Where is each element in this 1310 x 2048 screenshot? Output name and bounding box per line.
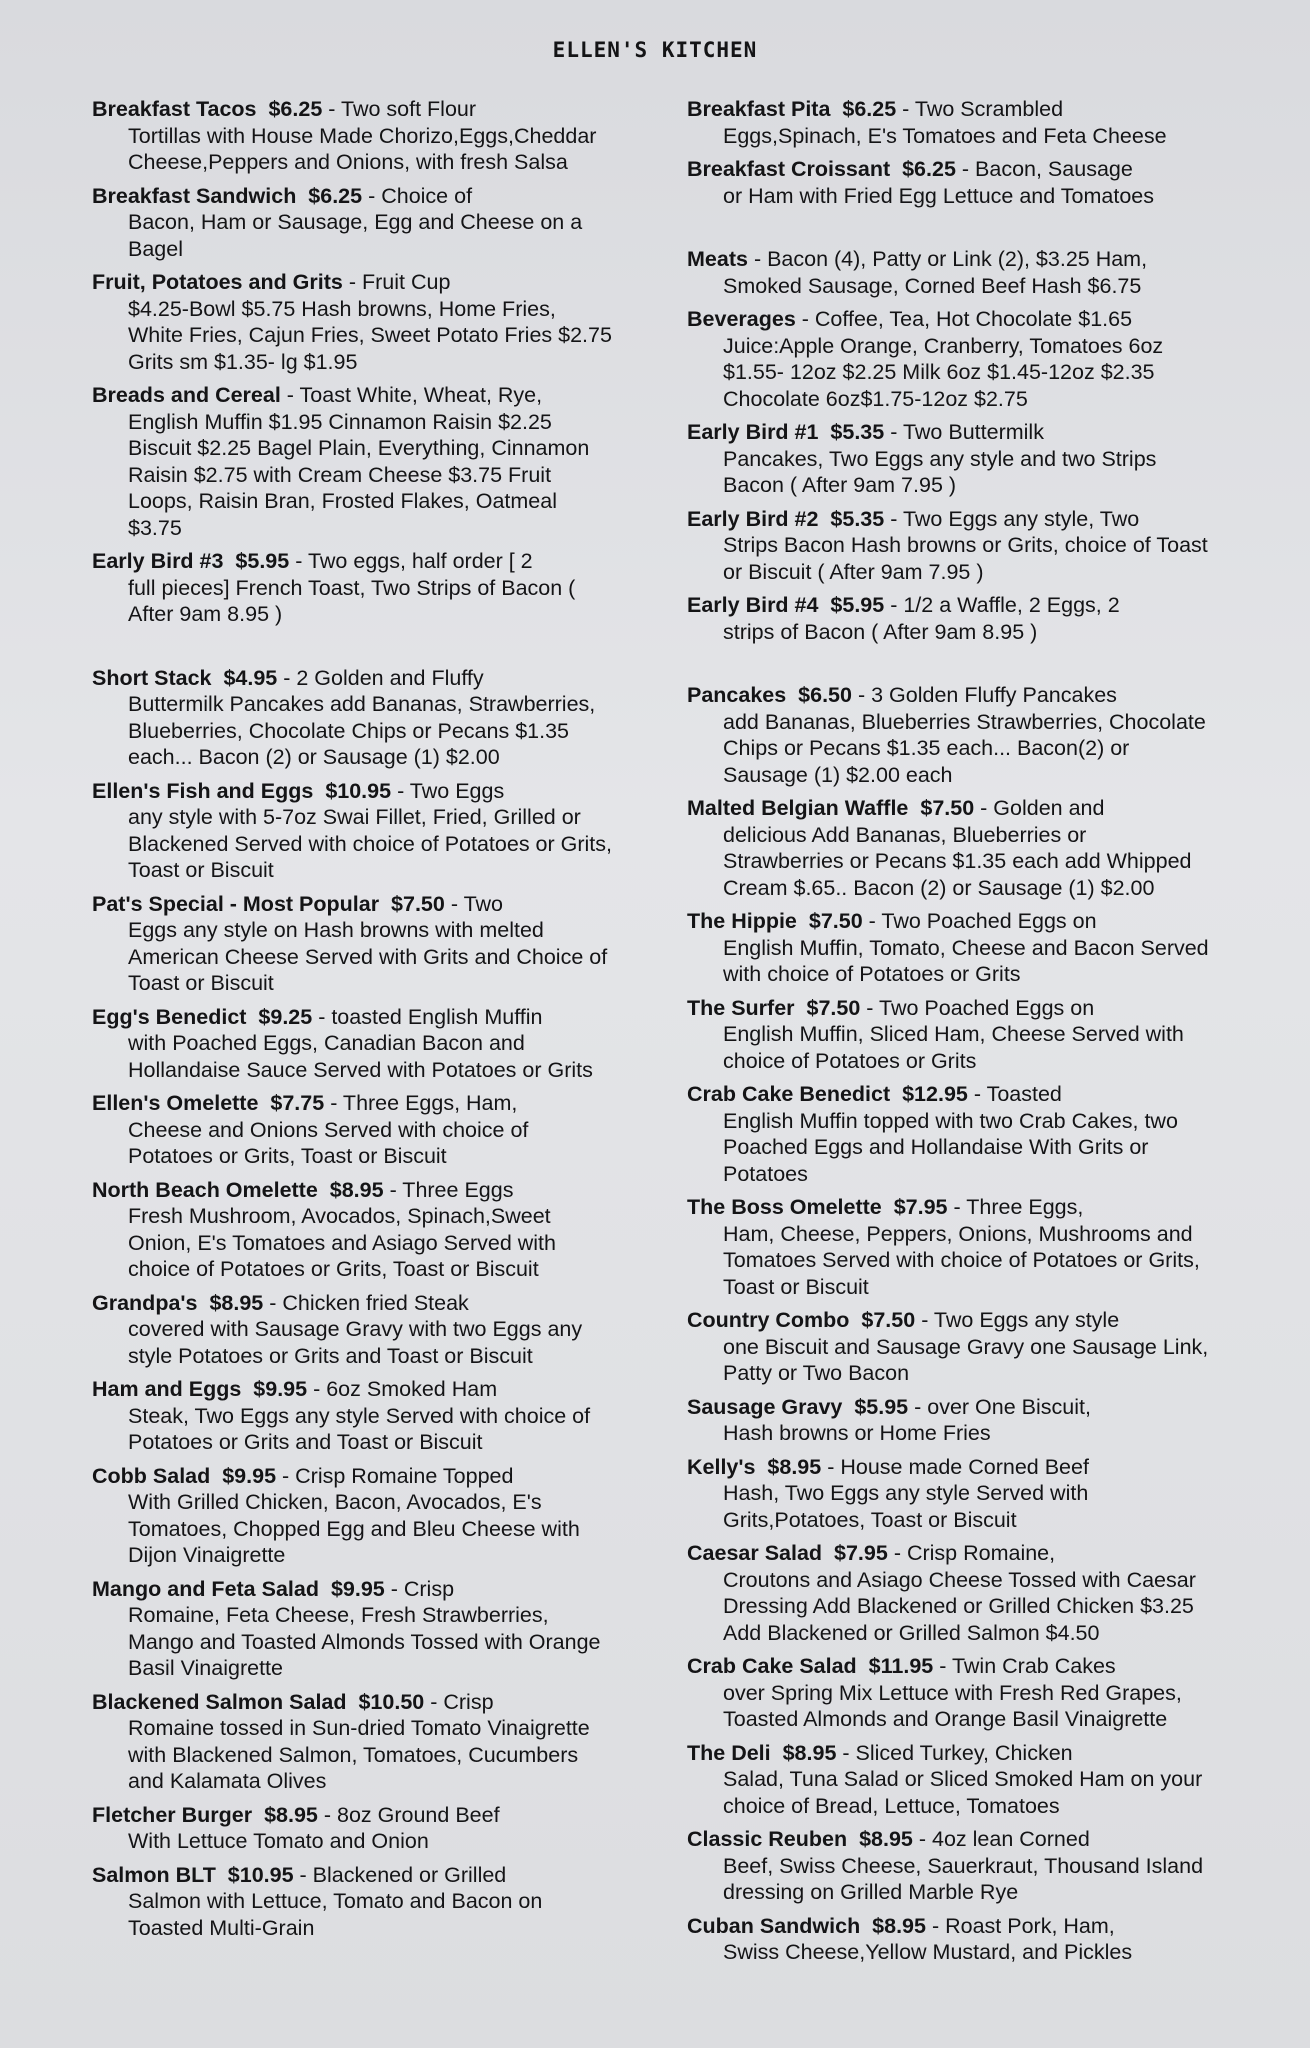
menu-item-description-start: - Fruit Cup	[348, 270, 451, 294]
menu-item-description-start: - Three Eggs,	[953, 1195, 1084, 1219]
menu-item-description: Romaine, Feta Cheese, Fresh Strawberries, Mango and Toasted Almonds Tossed with Orange Basil Vinaigrette	[128, 1603, 601, 1680]
menu-item-description: English Muffin $1.95 Cinnamon Raisin $2.25 Biscuit $2.25 Bagel Plain, Everything, Cinnamon Raisin $2.75 with Cream Cheese $3.75 Fruit Loops, Raisin Bran, Frosted Flakes, Oatmeal $3.75	[128, 409, 590, 540]
menu-item-name: Ham and Eggs	[92, 1377, 242, 1401]
menu-item-description-start: - Sliced Turkey, Chicken	[842, 1740, 1073, 1765]
menu-item-description: add Bananas, Blueberries Strawberries, Chocolate Chips or Pecans $1.35 each... Bacon(2) or Sausage (1) $2.00 each	[723, 709, 1206, 787]
page-title: ELLEN'S KITCHEN	[552, 38, 758, 62]
menu-item	[687, 1307, 1212, 1387]
menu-item	[92, 382, 612, 541]
menu-item-description: or Ham with Fried Egg Lettuce and Tomatoes	[723, 183, 1155, 208]
menu-item-price: $10.95	[325, 778, 392, 803]
menu-item-description: Cheese and Onions Served with choice of Potatoes or Grits, Toast or Biscuit	[128, 1117, 529, 1168]
menu-item-name: Malted Belgian Waffle	[687, 796, 909, 820]
menu-item-name: Fletcher Burger	[92, 1802, 253, 1827]
menu-item-price: $9.95	[330, 1576, 385, 1601]
menu-item-description: Beef, Swiss Cheese, Sauerkraut, Thousand Island dressing on Grilled Marble Rye	[723, 1853, 1204, 1904]
menu-item-name: Pancakes	[687, 683, 787, 707]
menu-item-price: $5.95	[235, 549, 290, 573]
menu-item-description-start: - 6oz Smoked Ham	[313, 1377, 498, 1401]
menu-item-description-start: - Three Eggs	[389, 1177, 514, 1202]
menu-item-price: $6.50	[798, 683, 852, 707]
menu-item-description-start: - 8oz Ground Beef	[323, 1802, 500, 1827]
menu-column-right	[687, 96, 1212, 1973]
menu-item-name: Mango and Feta Salad	[92, 1576, 319, 1601]
menu-item	[687, 156, 1212, 209]
menu-item-description: strips of Bacon ( After 9am 8.95 )	[723, 619, 1038, 644]
menu-item-price: $7.50	[806, 995, 861, 1020]
menu-item-description: Eggs any style on Hash browns with melted American Cheese Served with Grits and Choice of Toast or Biscuit	[128, 918, 608, 995]
menu-item-name: Crab Cake Salad	[687, 1654, 857, 1678]
menu-item-description-start: - Two Eggs any style	[921, 1308, 1120, 1332]
menu-item-description: With Lettuce Tomato and Onion	[128, 1829, 429, 1853]
menu-item-description: one Biscuit and Sausage Gravy one Sausage Link, Patty or Two Bacon	[723, 1334, 1209, 1385]
menu-item-price: $7.95	[834, 1541, 888, 1565]
menu-item	[92, 548, 612, 628]
menu-item	[687, 1394, 1212, 1447]
menu-item-price: $8.95	[767, 1454, 822, 1479]
menu-item-name: Cobb Salad	[92, 1463, 211, 1488]
menu-item-name: Crab Cake Benedict	[687, 1082, 891, 1106]
menu-item	[92, 1802, 612, 1855]
menu-item-description-start: - Two eggs, half order [ 2	[295, 549, 533, 573]
menu-item	[92, 665, 612, 771]
menu-item-price: $8.95	[209, 1290, 264, 1315]
menu-item-description-start: - over One Biscuit,	[914, 1394, 1091, 1419]
menu-item-description-start: - Two	[450, 891, 504, 916]
menu-item-price: $7.95	[893, 1195, 948, 1219]
menu-item-description: English Muffin topped with two Crab Cakes, two Poached Eggs and Hollandaise With Grits or Potatoes	[723, 1108, 1178, 1186]
menu-item-description: over Spring Mix Lettuce with Fresh Red Grapes, Toasted Almonds and Orange Basil Vinaigrette	[723, 1680, 1182, 1731]
menu-item	[687, 1913, 1212, 1966]
section-gap	[687, 216, 1212, 246]
menu-column-left	[92, 96, 612, 1948]
menu-item	[92, 1576, 612, 1682]
menu-item-price: $10.50	[358, 1689, 425, 1714]
menu-item-description: Tortillas with House Made Chorizo,Eggs,Cheddar Cheese,Peppers and Onions, with fresh Salsa	[128, 123, 597, 174]
menu-item-price: $5.35	[830, 506, 885, 531]
menu-item	[687, 246, 1212, 299]
menu-item	[687, 306, 1212, 412]
menu-item-description: with Poached Eggs, Canadian Bacon and Hollandaise Sauce Served with Potatoes or Grits	[128, 1031, 593, 1082]
menu-item-description: English Muffin, Sliced Ham, Cheese Served with choice of Potatoes or Grits	[723, 1022, 1184, 1073]
menu-item-price: $7.50	[920, 796, 975, 820]
menu-item-name: Kelly's	[687, 1454, 756, 1479]
menu-item-name: The Surfer	[687, 995, 795, 1020]
menu-item-description-start: - Twin Crab Cakes	[939, 1654, 1116, 1678]
menu-item-description: Salmon with Lettuce, Tomato and Bacon on Toasted Multi-Grain	[128, 1889, 543, 1940]
menu-item	[687, 682, 1212, 788]
menu-item-name: Classic Reuben	[687, 1827, 848, 1851]
menu-item-description: any style with 5-7oz Swai Fillet, Fried, Grilled or Blackened Served with choice of Potatoes or Grits, Toast or Biscuit	[128, 805, 612, 882]
menu-item-description: delicious Add Bananas, Blueberries or Strawberries or Pecans $1.35 each add Whipped Cream $.65.. Bacon (2) or Sausage (1) $2.00	[723, 822, 1192, 900]
menu-item-price: $5.95	[854, 1394, 909, 1419]
menu-item-name: Blackened Salmon Salad	[92, 1689, 347, 1714]
menu-item-name: The Boss Omelette	[687, 1195, 882, 1219]
menu-item	[687, 1081, 1212, 1187]
menu-item-description-start: - Roast Pork, Ham,	[931, 1913, 1115, 1938]
menu-item-name: Ellen's Fish and Eggs	[92, 778, 314, 803]
menu-item-price: $6.25	[902, 157, 956, 181]
menu-item	[687, 1454, 1212, 1534]
menu-item-description-start: - 4oz lean Corned	[918, 1827, 1090, 1851]
menu-item-name: Pat's Special - Most Popular	[92, 891, 380, 916]
menu-item-name: Early Bird #4	[687, 593, 819, 617]
menu-item	[92, 269, 612, 375]
menu-item-price: $6.25	[842, 97, 897, 121]
menu-item-description-start: - Golden and	[980, 796, 1105, 820]
section-gap	[92, 635, 612, 665]
menu-item-description-start: - House made Corned Beef	[827, 1454, 1089, 1479]
menu-item-name: Egg's Benedict	[92, 1004, 247, 1029]
menu-item	[687, 1653, 1212, 1733]
menu-item-name: Short Stack	[92, 665, 212, 690]
menu-item-name: Country Combo	[687, 1308, 850, 1332]
menu-item-description-start: - 2 Golden and Fluffy	[283, 665, 484, 690]
menu-item-price: $7.50	[391, 891, 445, 916]
menu-item	[687, 592, 1212, 645]
menu-item-price: $8.95	[329, 1177, 384, 1202]
menu-item	[687, 1540, 1212, 1646]
menu-item-price: $5.95	[830, 593, 885, 617]
menu-item-name: Early Bird #2	[687, 506, 819, 531]
menu-item-description-start: - Two Poached Eggs on	[866, 995, 1095, 1020]
menu-item-price: $8.95	[782, 1740, 837, 1765]
menu-item-description: English Muffin, Tomato, Cheese and Bacon Served with choice of Potatoes or Grits	[723, 935, 1209, 986]
menu-item	[92, 778, 612, 884]
menu-item-description-start: - Two Buttermilk	[890, 420, 1044, 444]
menu-item-price: $8.95	[859, 1827, 913, 1851]
menu-item-description: Croutons and Asiago Cheese Tossed with Caesar Dressing Add Blackened or Grilled Chicken $3.25 Add Blackened or Grilled Salmon $4.50	[723, 1567, 1196, 1645]
menu-item-name: Sausage Gravy	[687, 1394, 843, 1419]
menu-item-description-start: - Bacon, Sausage	[961, 157, 1133, 181]
menu-item-description-start: - Two Eggs any style, Two	[890, 506, 1140, 531]
menu-item-name: Ellen's Omelette	[92, 1091, 259, 1115]
menu-item	[92, 1376, 612, 1456]
menu-item	[687, 1740, 1212, 1820]
menu-item	[92, 1004, 612, 1084]
menu-item	[92, 891, 612, 997]
menu-item	[687, 995, 1212, 1075]
menu-item-name: Breakfast Tacos	[92, 97, 257, 121]
menu-item	[92, 1090, 612, 1170]
menu-item	[92, 1177, 612, 1283]
menu-item-description: Smoked Sausage, Corned Beef Hash $6.75	[723, 273, 1142, 298]
menu-item-name: Breakfast Pita	[687, 97, 831, 121]
menu-item-name: Meats	[687, 247, 748, 271]
menu-item-description-start: - Two soft Flour	[328, 97, 477, 121]
menu-item-name: Salmon BLT	[92, 1862, 216, 1887]
menu-item-description-start: - Crisp Romaine Topped	[282, 1463, 514, 1488]
menu-item-description: full pieces] French Toast, Two Strips of Bacon ( After 9am 8.95 )	[128, 575, 576, 626]
menu-item	[687, 795, 1212, 901]
menu-item-name: Beverages	[687, 307, 796, 331]
menu-item	[92, 1463, 612, 1569]
menu-item-price: $9.95	[222, 1463, 277, 1488]
menu-item-description-start: - Choice of	[368, 183, 473, 208]
menu-item	[687, 419, 1212, 499]
menu-item-price: $10.95	[227, 1862, 294, 1887]
menu-item-description: Juice:Apple Orange, Cranberry, Tomatoes 6oz $1.55- 12oz $2.25 Milk 6oz $1.45-12oz $2.35 Chocolate 6oz$1.75-12oz $2.75	[723, 333, 1164, 411]
section-gap	[687, 652, 1212, 682]
menu-item-description: Salad, Tuna Salad or Sliced Smoked Ham on your choice of Bread, Lettuce, Tomatoes	[723, 1767, 1203, 1818]
menu-item	[92, 183, 612, 263]
menu-item-description-start: - Two Eggs	[397, 778, 505, 803]
menu-item-description: Ham, Cheese, Peppers, Onions, Mushrooms and Tomatoes Served with choice of Potatoes or Grits, Toast or Biscuit	[723, 1221, 1200, 1299]
menu-item-description: Buttermilk Pancakes add Bananas, Strawberries, Blueberries, Chocolate Chips or Pecans $1.35 each... Bacon (2) or Sausage (1) $2.00	[128, 692, 596, 769]
menu-item-description-start: - Toasted	[973, 1082, 1062, 1106]
menu-item-description-start: - Blackened or Grilled	[299, 1862, 507, 1887]
menu-item	[92, 1689, 612, 1795]
menu-item-price: $5.35	[830, 420, 885, 444]
menu-item-description-start: - toasted English Muffin	[318, 1004, 543, 1029]
menu-item-description: Romaine tossed in Sun-dried Tomato Vinaigrette with Blackened Salmon, Tomatoes, Cucumbers and Kalamata Olives	[128, 1716, 590, 1793]
menu-item-description-start: - 1/2 a Waffle, 2 Eggs, 2	[890, 593, 1120, 617]
menu-item-description: With Grilled Chicken, Bacon, Avocados, E's Tomatoes, Chopped Egg and Bleu Cheese with Dijon Vinaigrette	[128, 1490, 580, 1567]
menu-item-price: $7.50	[808, 909, 863, 933]
menu-item-price: $9.95	[253, 1377, 308, 1401]
menu-item-description: Swiss Cheese,Yellow Mustard, and Pickles	[723, 1940, 1133, 1964]
menu-item-description: covered with Sausage Gravy with two Eggs any style Potatoes or Grits and Toast or Biscuit	[128, 1317, 583, 1368]
menu-item-price: $7.75	[270, 1091, 325, 1115]
menu-item-name: Early Bird #3	[92, 549, 224, 573]
menu-item-price: $12.95	[902, 1082, 968, 1106]
menu-item-description-start: - Toast White, Wheat, Rye,	[286, 383, 543, 407]
menu-item-description: Steak, Two Eggs any style Served with choice of Potatoes or Grits and Toast or Biscuit	[128, 1403, 591, 1454]
menu-item-description-start: - Crisp	[430, 1689, 494, 1714]
menu-item-name: The Deli	[687, 1740, 771, 1765]
menu-item-name: Caesar Salad	[687, 1541, 823, 1565]
menu-item-description: Pancakes, Two Eggs any style and two Strips Bacon ( After 9am 7.95 )	[723, 446, 1157, 497]
menu-item-description: Fresh Mushroom, Avocados, Spinach,Sweet Onion, E's Tomatoes and Asiago Served with choice of Potatoes or Grits, Toast or Biscuit	[128, 1204, 556, 1281]
menu-item-price: $6.25	[308, 183, 363, 208]
menu-item-price: $9.25	[258, 1004, 313, 1029]
menu-item-description: Strips Bacon Hash browns or Grits, choice of Toast or Biscuit ( After 9am 7.95 )	[723, 533, 1208, 584]
menu-item-description-start: - 3 Golden Fluffy Pancakes	[857, 683, 1117, 707]
menu-item-price: $8.95	[872, 1913, 926, 1938]
menu-item	[687, 908, 1212, 988]
menu-item-description-start: - Coffee, Tea, Hot Chocolate $1.65	[801, 307, 1133, 331]
menu-item-name: Fruit, Potatoes and Grits	[92, 270, 343, 294]
menu-item-name: Breakfast Sandwich	[92, 183, 297, 208]
menu-item	[687, 96, 1212, 149]
menu-item-price: $7.50	[861, 1308, 916, 1332]
menu-item-description-start: - Two Scrambled	[902, 97, 1064, 121]
menu-item-name: Cuban Sandwich	[687, 1913, 861, 1938]
menu-item-description: Bacon, Ham or Sausage, Egg and Cheese on a Bagel	[128, 210, 583, 261]
menu-item	[92, 1862, 612, 1942]
menu-item	[687, 506, 1212, 586]
menu-item-description: $4.25-Bowl $5.75 Hash browns, Home Fries, White Fries, Cajun Fries, Sweet Potato Fries $2.75 Grits sm $1.35- lg $1.95	[128, 296, 612, 374]
menu-item-name: Breads and Cereal	[92, 383, 281, 407]
menu-item-price: $4.95	[223, 665, 278, 690]
menu-item-description-start: - Crisp	[390, 1576, 455, 1601]
menu-item-name: The Hippie	[687, 909, 797, 933]
menu-item-price: $6.25	[268, 97, 323, 121]
menu-item-description-start: - Crisp Romaine,	[893, 1541, 1056, 1565]
menu-item	[687, 1194, 1212, 1300]
menu-item-description-start: - Chicken fried Steak	[269, 1290, 469, 1315]
menu-item	[92, 96, 612, 176]
menu-item-name: North Beach Omelette	[92, 1177, 318, 1202]
menu-item-description: Eggs,Spinach, E's Tomatoes and Feta Cheese	[723, 123, 1167, 148]
menu-item-price: $11.95	[868, 1654, 934, 1678]
menu-item-description-start: - Three Eggs, Ham,	[330, 1091, 518, 1115]
menu-item-description: Hash browns or Home Fries	[723, 1421, 991, 1445]
menu-item	[92, 1290, 612, 1370]
menu-item-description: Hash, Two Eggs any style Served with Grits,Potatoes, Toast or Biscuit	[723, 1481, 1089, 1532]
menu-item-name: Breakfast Croissant	[687, 157, 891, 181]
menu-item-description-start: - Bacon (4), Patty or Link (2), $3.25 Ham,	[753, 247, 1148, 271]
menu-item-description-start: - Two Poached Eggs on	[868, 909, 1097, 933]
menu-item-name: Early Bird #1	[687, 420, 819, 444]
menu-item-name: Grandpa's	[92, 1290, 198, 1315]
menu-item	[687, 1826, 1212, 1906]
menu-item-price: $8.95	[264, 1802, 318, 1827]
